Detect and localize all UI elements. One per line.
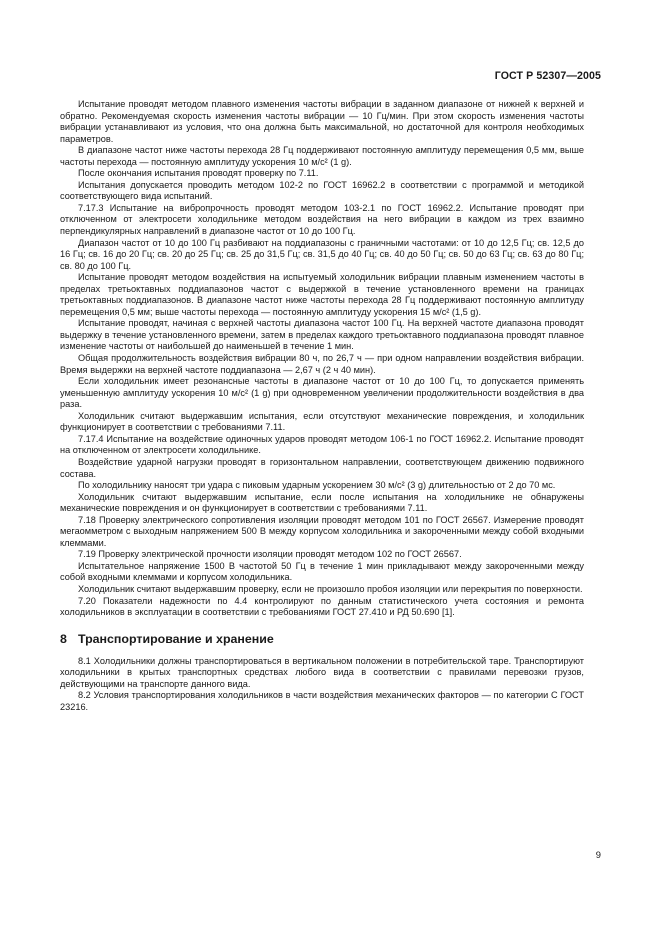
paragraph: Холодильник считают выдержавшим испытания, если отсутствуют механические повреждения, и холодильник функционирует в соответствии с требованиями 7.11.	[60, 410, 584, 433]
paragraph: Воздействие ударной нагрузки проводят в горизонтальном направлении, соответствующем движению подвижного состава.	[60, 456, 584, 479]
paragraph: Диапазон частот от 10 до 100 Гц разбивают на поддиапазоны с граничными частотами: от 10 до 12,5 Гц; св. 12,5 до 16 Гц; св. 16 до 20 Гц; св. 20 до 25 Гц; св. 25 до 31,5 Гц; св. 31,5 до 40 Гц; св. 40 до 50 Гц; св. 50 до 63 Гц; св. 63 до 80 Гц; св. 80 до 100 Гц.	[60, 237, 584, 271]
paragraph: В диапазоне частот ниже частоты перехода 28 Гц поддерживают постоянную амплитуду перемещения 0,5 мм, выше частоты перехода — постоянную амплитуду ускорения 10 м/с² (1 g).	[60, 145, 584, 167]
section-heading	[60, 632, 584, 647]
paragraphs-after-section	[60, 656, 584, 714]
paragraph: 7.18 Проверку электрического сопротивления изоляции проводят методом 101 по ГОСТ 26567. Измерение проводят мегаомметром с выходным напряжением 500 В между корпусом холодильника и закороченными между собой входными клеммами.	[60, 514, 584, 548]
paragraph: 7.19 Проверку электрической прочности изоляции проводят методом 102 по ГОСТ 26567.	[78, 549, 462, 560]
paragraph: По холодильнику наносят три удара с пиковым ударным ускорением 30 м/с² (3 g) длительностью от 2 до 70 мс.	[78, 480, 556, 491]
document-body	[60, 99, 584, 713]
paragraph: 7.17.3 Испытание на вибропрочность проводят методом 103-2.1 по ГОСТ 16962.2. Испытание проводят при отключенном от электросети холодильнике методом воздействия на него вибрации в каждом из трех взаимно перпендикулярных направлений в диапазоне частот от 10 до 100 Гц.	[60, 202, 584, 237]
paragraph: 7.17.4 Испытание на воздействие одиночных ударов проводят методом 106-1 по ГОСТ 16962.2. Испытание проводят на отключенном от электросети холодильнике.	[60, 433, 584, 456]
paragraph: После окончания испытания проводят проверку по 7.11.	[78, 168, 319, 179]
paragraph: Испытания допускается проводить методом 102-2 по ГОСТ 16962.2 в соответствии с программой и методикой соответствующего вида испытаний.	[60, 179, 584, 202]
page-number: 9	[595, 849, 601, 860]
paragraph: Если холодильник имеет резонансные частоты в диапазоне частот от 10 до 100 Гц, то допускается применять уменьшенную амплитуду ускорения 10 м/с² (1 g) при одновременном увеличении продолжительности воздействия в два раза.	[60, 376, 584, 410]
document-header: ГОСТ Р 52307—2005	[494, 70, 601, 82]
paragraph: Холодильник считают выдержавшим испытание, если после испытания на холодильнике не обнаружены механические повреждения и он функционирует в соответствии с требованиями 7.11.	[60, 491, 584, 514]
paragraphs-before-section	[60, 99, 584, 619]
paragraph: Испытание проводят методом воздействия на испытуемый холодильник вибрации плавным изменением частоты в пределах третьоктавных поддиапазонов частот с выдержкой в течение установленного времени на границах третьоктавных поддиапазонов. В диапазоне частот ниже частоты перехода 28 Гц поддерживают постоянную амплитуду перемещения 0,5 мм; выше частоты перехода — постоянную амплитуду ускорения 15 м/с² (1,5 g).	[60, 272, 584, 317]
paragraph: Испытание проводят методом плавного изменения частоты вибрации в заданном диапазоне от нижней к верхней и обратно. Рекомендуемая скорость изменения частоты вибрации — 10 Гц/мин. При этом скорость изменения частоты вибрации устанавливают из условия, что она должна быть максимальной, но достаточной для контроля необходимых параметров.	[60, 99, 584, 144]
paragraph: 8.1 Холодильники должны транспортироваться в вертикальном положении в потребительской таре. Транспортируют холодильники в крытых транспортных средствах любого вида в соответствии с правилами перевозки грузов, действующими на транспорте данного вида.	[60, 655, 584, 689]
paragraph: Испытание проводят, начиная с верхней частоты диапазона частот 100 Гц. На верхней частоте диапазона проводят выдержку в течение установленного времени, затем в пределах каждого третьоктавного поддиапазона проводят плавное изменение частоты от наибольшей до наименьшей в течение 1 мин.	[60, 318, 584, 352]
paragraph: 8.2 Условия транспортирования холодильников в части воздействия механических факторов — по категории С ГОСТ 23216.	[60, 690, 584, 712]
paragraph: Общая продолжительность воздействия вибрации 80 ч, по 26,7 ч — при одном направлении воздействия вибрации. Время выдержки на верхней частоте поддиапазона — 2,67 ч (2 ч 40 мин).	[60, 353, 584, 375]
paragraph: Холодильник считают выдержавшим проверку, если не произошло пробоя изоляции или перекрытия по поверхности.	[78, 583, 583, 594]
section-title: Транспортирование и хранение	[78, 631, 274, 646]
paragraph: 7.20 Показатели надежности по 4.4 контролируют по данным статистического учета состояния и ремонта холодильников в эксплуатации в соответствии с требованиями ГОСТ 27.410 и РД 50.690 [1].	[60, 595, 584, 618]
paragraph: Испытательное напряжение 1500 В частотой 50 Гц в течение 1 мин прикладывают между закороченными между собой входными клеммами и корпусом холодильника.	[60, 560, 584, 583]
section-number: 8	[60, 631, 67, 646]
